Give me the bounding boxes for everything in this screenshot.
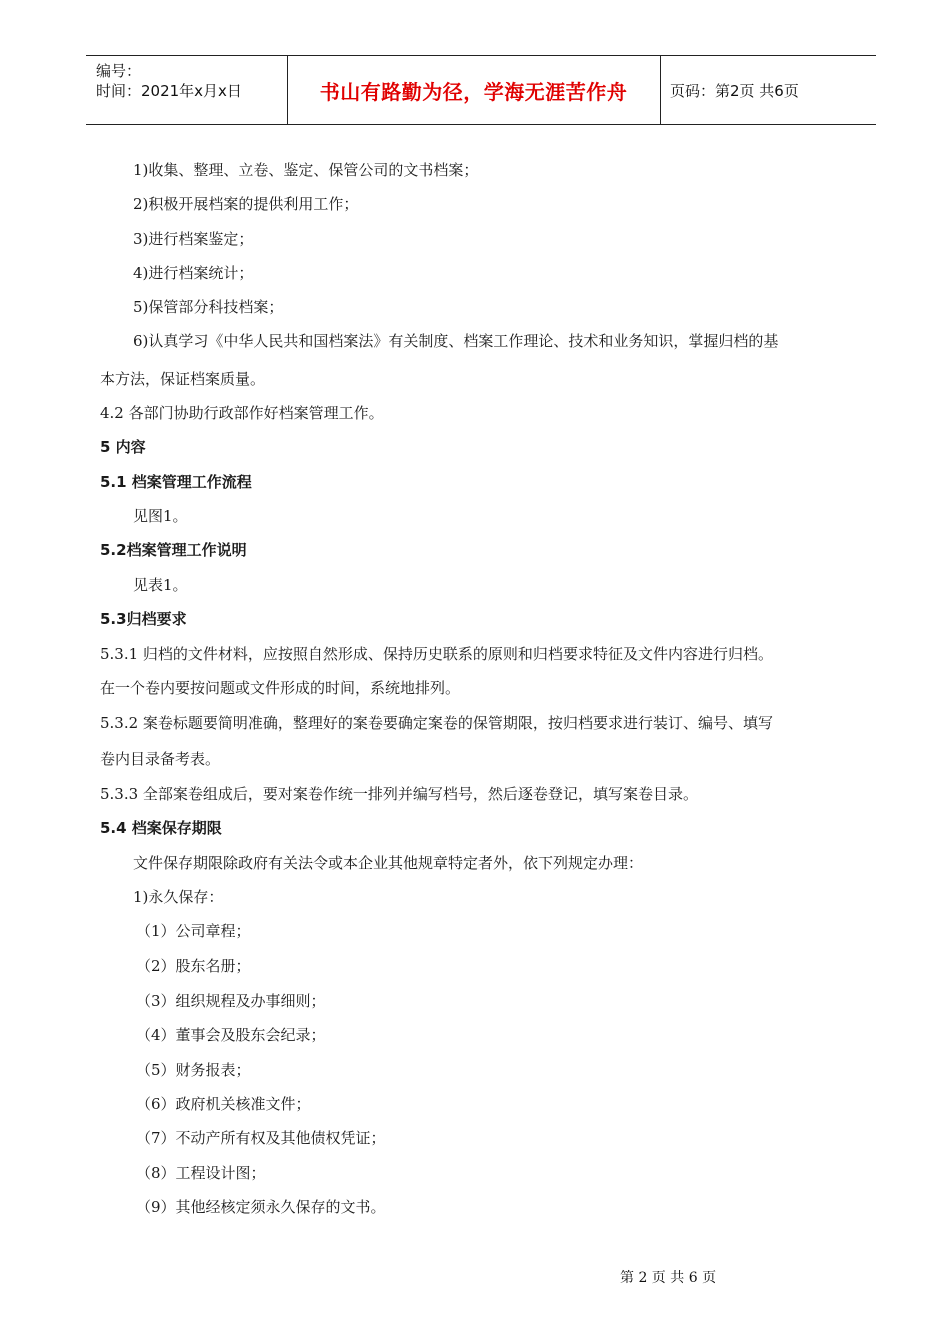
clause-5-3-1-continued: 在一个卷内要按问题或文件形成的时间，系统地排列。 [100,679,461,697]
duty-item-6-continued: 本方法，保证档案质量。 [100,370,266,388]
clause-4-2: 4.2 各部门协助行政部作好档案管理工作。 [100,404,384,422]
duty-item-3: 3)进行档案鉴定； [133,230,254,248]
retention-item-6: （6）政府机关核准文件； [136,1095,311,1113]
document-header [86,55,876,125]
page-footer: 第 2 页 共 6 页 [620,1270,717,1286]
duty-item-6: 6)认真学习《中华人民共和国档案法》有关制度、档案工作理论、技术和业务知识，掌握归档的基 [133,332,779,350]
clause-5-3-2: 5.3.2 案卷标题要简明准确，整理好的案卷要确定案卷的保管期限，按归档要求进行装订、编号、填写 [100,714,773,732]
section-heading-5-3: 5.3归档要求 [100,610,187,628]
document-number-label: 编号： [96,62,142,80]
retention-permanent-label: 1)永久保存： [133,888,224,906]
retention-item-4: （4）董事会及股东会纪录； [136,1026,326,1044]
section-heading-5-1: 5.1 档案管理工作流程 [100,473,252,491]
duty-item-4: 4)进行档案统计； [133,264,254,282]
document-time-label: 时间：2021年x月x日 [96,82,242,100]
retention-item-8: （8）工程设计图； [136,1164,266,1182]
retention-item-5: （5）财务报表； [136,1061,251,1079]
duty-item-5: 5)保管部分科技档案； [133,298,284,316]
header-page-number: 页码：第2页 共6页 [670,81,799,100]
retention-intro: 文件保存期限除政府有关法令或本企业其他规章特定者外，依下列规定办理： [133,854,644,872]
duty-item-2: 2)积极开展档案的提供利用工作； [133,195,359,213]
clause-5-3-2-continued: 卷内目录备考表。 [100,750,221,768]
header-motto: 书山有路勤为径，学海无涯苦作舟 [319,79,628,104]
section-heading-5: 5 内容 [100,438,146,456]
retention-item-9: （9）其他经核定须永久保存的文书。 [136,1198,386,1216]
header-page-cell [661,56,876,124]
section-heading-5-4: 5.4 档案保存期限 [100,819,222,837]
retention-item-1: （1）公司章程； [136,922,251,940]
clause-5-3-3: 5.3.3 全部案卷组成后，要对案卷作统一排列并编写档号，然后逐卷登记，填写案卷目录。 [100,785,698,803]
section-heading-5-2: 5.2档案管理工作说明 [100,541,247,559]
header-meta-cell [86,56,288,124]
retention-item-3: （3）组织规程及办事细则； [136,992,326,1010]
paragraph-see-figure: 见图1。 [133,507,188,525]
header-motto-cell [287,56,661,124]
paragraph-see-table: 见表1。 [133,576,188,594]
retention-item-7: （7）不动产所有权及其他债权凭证； [136,1129,386,1147]
clause-5-3-1: 5.3.1 归档的文件材料，应按照自然形成、保持历史联系的原则和归档要求特征及文件内容进行归档。 [100,645,773,663]
duty-item-1: 1)收集、整理、立卷、鉴定、保管公司的文书档案； [133,161,479,179]
retention-item-2: （2）股东名册； [136,957,251,975]
